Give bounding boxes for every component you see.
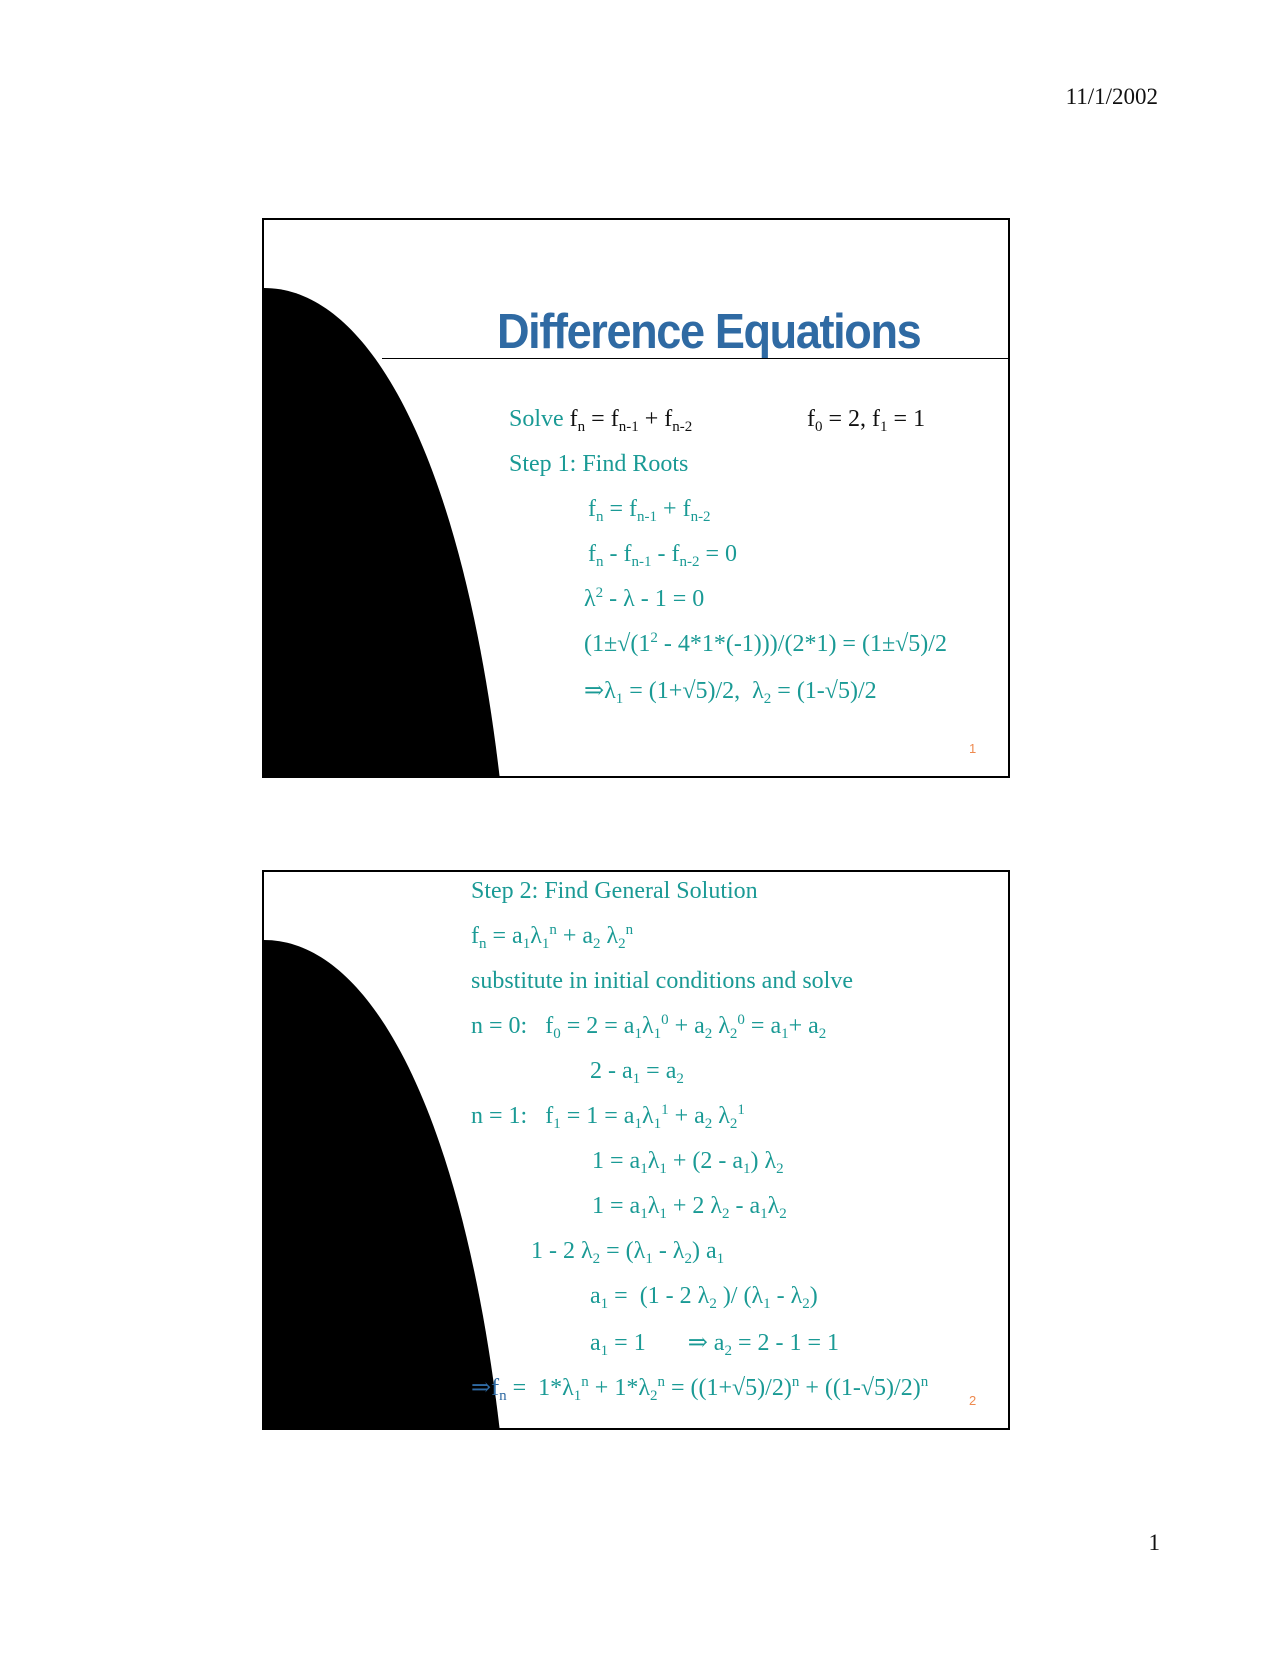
- slide-2: [262, 870, 1010, 1430]
- recurrence-equation: $f_n = f_{n-1} + f_{n-2}$: [569, 406, 693, 435]
- equation-line: $1 = a_1\lambda_1 + 2$ $\lambda_2 - a_1\lambda_2$: [592, 1193, 787, 1222]
- n1-line: n = 1: $f_1 = 1 = a_1\lambda_1^1 + a_2$ $\lambda_2^1$: [471, 1102, 745, 1132]
- characteristic-equation: $\lambda^2 - \lambda - 1 = 0$: [584, 585, 705, 612]
- general-solution: $f_n = a_1\lambda_1^n + a_2$ $\lambda_2^n$: [471, 922, 634, 952]
- decorative-curve-shape: [264, 872, 500, 1430]
- step-2-heading: Step 2: Find General Solution: [471, 878, 758, 904]
- decorative-curve-shape: [264, 220, 500, 778]
- equation-line: $a_1 = (1 - 2$ $\lambda_2$ )/ $(\lambda_1 - \lambda_2)$: [590, 1283, 818, 1312]
- n0-label: n = 0:: [471, 1013, 528, 1039]
- slide-title: Difference Equations: [497, 305, 921, 359]
- page-number: 1: [1148, 1530, 1160, 1555]
- n0-line: n = 0: $f_0 = 2 = a_1\lambda_1^0 + a_2$ $\lambda_2^0 = a_1+ a_2$: [471, 1012, 827, 1042]
- equation-line: $f_n = f_{n-1} + f_{n-2}$: [588, 496, 711, 525]
- final-solution: $\Rightarrow f_n = 1*\lambda_1^n + 1*\lambda_2^n = ((1+√5)/2)^n + ((1-√5)/2)^n$: [471, 1374, 929, 1404]
- n1-label: n = 1:: [471, 1103, 528, 1129]
- equation-line: $a_1 = 1$ ⇒ $a_2 = 2 - 1 = 1$: [590, 1330, 840, 1359]
- slide-1: [262, 218, 1010, 778]
- equation-line: 1 - 2 $\lambda_2 = (\lambda_1 - \lambda_2)$ $a_1$: [531, 1238, 725, 1267]
- slide-number: 1: [969, 741, 977, 756]
- equation-line: $2 - a_1 = a_2$: [590, 1058, 684, 1087]
- solve-label: Solve: [509, 406, 564, 432]
- initial-conditions: $f_0 = 2$, $f_1 = 1$: [807, 406, 926, 435]
- roots-line: $\Rightarrow\lambda_1 = (1+√5)/2$, $\lambda_2 = (1-√5)/2$: [584, 678, 877, 707]
- equation-line: $f_n - f_{n-1} - f_{n-2} = 0$: [588, 541, 738, 570]
- solve-line: [509, 406, 692, 433]
- equation-line: $1 = a_1\lambda_1 + (2 - a_1)$ $\lambda_2$: [592, 1148, 784, 1177]
- step-1-heading: Step 1: Find Roots: [509, 451, 689, 477]
- quadratic-formula-line: $(1\pm√(1^2 - 4*1*(-1)))/(2*1) = (1\pm√5)/2$: [584, 630, 947, 657]
- slide-number: 2: [969, 1393, 977, 1408]
- substitute-text: substitute in initial conditions and solve: [471, 968, 853, 994]
- header-date: 11/1/2002: [1065, 84, 1158, 109]
